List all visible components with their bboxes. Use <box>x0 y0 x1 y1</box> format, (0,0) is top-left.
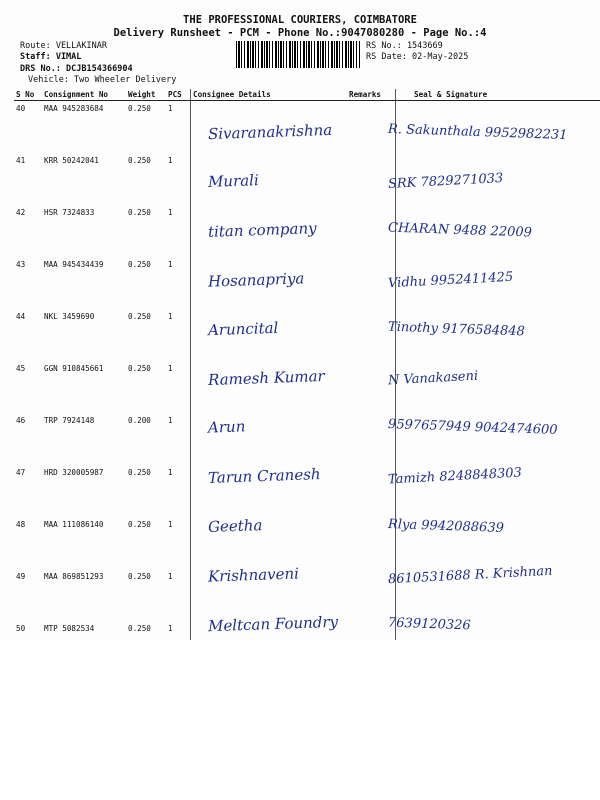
col-header-signature: Seal & Signature <box>396 89 600 101</box>
handwritten-signature: 8610531688 R. Krishnan <box>387 563 553 588</box>
handwritten-consignee: Aruncital <box>207 318 279 340</box>
handwritten-signature: Tinothy 9176584848 <box>387 319 526 340</box>
handwritten-consignee: Hosanapriya <box>207 268 305 291</box>
cell-weight: 0.250 <box>128 468 151 477</box>
drs-number: DRS No.: DCJB154366904 <box>20 64 133 74</box>
staff-label: Staff: VIMAL <box>20 52 82 62</box>
blank-bottom-area <box>0 640 600 800</box>
handwritten-consignee: Murali <box>207 171 260 192</box>
cell-consignment: MAA 945283684 <box>44 104 104 113</box>
handwritten-signature: Tamizh 8248848303 <box>387 465 523 488</box>
handwritten-signature: 7639120326 <box>387 615 471 634</box>
cell-consignment: MAA 111086140 <box>44 520 104 529</box>
route-label: Route: VELLAKINAR <box>20 41 107 51</box>
runsheet-subtitle: Delivery Runsheet - PCM - Phone No.:9047080280 - Page No.:4 <box>113 27 487 39</box>
handwritten-consignee: Arun <box>207 417 246 437</box>
col-header-consignment: Consignment No <box>42 89 126 101</box>
cell-sno: 49 <box>16 572 26 581</box>
cell-sno: 46 <box>16 416 26 425</box>
cell-consignment: TRP 7924148 <box>44 416 95 425</box>
cell-consignment: HSR 7324833 <box>44 208 95 217</box>
cell-consignment: NKL 3459690 <box>44 312 95 321</box>
cell-sno: 43 <box>16 260 26 269</box>
col-header-sno: S No <box>14 89 42 101</box>
cell-weight: 0.250 <box>128 104 151 113</box>
cell-sno: 40 <box>16 104 26 113</box>
cell-weight: 0.250 <box>128 208 151 217</box>
cell-sno: 44 <box>16 312 26 321</box>
table-row <box>14 153 600 205</box>
cell-consignment: GGN 910845661 <box>44 364 104 373</box>
cell-pcs: 1 <box>168 312 173 321</box>
handwritten-signature: SRK 7829271033 <box>387 171 504 193</box>
company-title: THE PROFESSIONAL COURIERS, COIMBATORE <box>183 14 417 26</box>
cell-weight: 0.250 <box>128 156 151 165</box>
col-header-remarks: Remarks <box>347 89 396 101</box>
rs-number: RS No.: 1543669 <box>366 41 443 51</box>
handwritten-consignee: Krishnaveni <box>207 564 300 586</box>
cell-weight: 0.250 <box>128 364 151 373</box>
cell-pcs: 1 <box>168 156 173 165</box>
vehicle-label: Vehicle: Two Wheeler Delivery <box>28 75 177 85</box>
cell-weight: 0.250 <box>128 624 151 633</box>
cell-weight: 0.250 <box>128 572 151 581</box>
cell-pcs: 1 <box>168 104 173 113</box>
cell-remarks <box>347 309 396 361</box>
handwritten-signature: Rlya 9942088639 <box>387 516 505 536</box>
cell-sno: 42 <box>16 208 26 217</box>
cell-pcs: 1 <box>168 416 173 425</box>
handwritten-consignee: Tarun Cranesh <box>207 465 321 488</box>
col-header-weight: Weight <box>126 89 166 101</box>
cell-pcs: 1 <box>168 208 173 217</box>
cell-consignment: MTP 5082534 <box>44 624 95 633</box>
handwritten-signature: N Vanakaseni <box>387 368 479 389</box>
cell-weight: 0.250 <box>128 312 151 321</box>
cell-consignment: KRR 50242041 <box>44 156 99 165</box>
cell-sno: 47 <box>16 468 26 477</box>
table-header-row <box>14 89 600 101</box>
cell-pcs: 1 <box>168 624 173 633</box>
cell-consignment: HRD 320005987 <box>44 468 104 477</box>
cell-pcs: 1 <box>168 364 173 373</box>
col-header-consignee: Consignee Details <box>191 89 348 101</box>
cell-weight: 0.250 <box>128 520 151 529</box>
cell-pcs: 1 <box>168 468 173 477</box>
handwritten-consignee: Meltcan Foundry <box>207 612 339 636</box>
barcode-image <box>236 41 360 68</box>
handwritten-consignee: Geetha <box>207 515 263 536</box>
cell-sno: 48 <box>16 520 26 529</box>
handwritten-signature: R. Sakunthala 9952982231 <box>387 121 568 144</box>
cell-weight: 0.200 <box>128 416 151 425</box>
rs-date: RS Date: 02-May-2025 <box>366 52 469 62</box>
cell-pcs: 1 <box>168 520 173 529</box>
col-header-pcs: PCS <box>166 89 191 101</box>
cell-sno: 45 <box>16 364 26 373</box>
cell-signature <box>396 361 600 413</box>
handwritten-signature: Vidhu 9952411425 <box>387 269 514 291</box>
cell-sno: 50 <box>16 624 26 633</box>
cell-pcs: 1 <box>168 572 173 581</box>
handwritten-signature: CHARAN 9488 22009 <box>387 220 533 241</box>
table-row <box>14 517 600 569</box>
cell-pcs: 1 <box>168 260 173 269</box>
handwritten-signature: 9597657949 9042474600 <box>387 417 558 439</box>
cell-consignment: MAA 945434439 <box>44 260 104 269</box>
handwritten-consignee: Ramesh Kumar <box>207 366 325 390</box>
handwritten-consignee: Sivaranakrishna <box>207 120 333 144</box>
handwritten-consignee: titan company <box>207 219 317 242</box>
cell-consignment: MAA 869851293 <box>44 572 104 581</box>
cell-sno: 41 <box>16 156 26 165</box>
cell-weight: 0.250 <box>128 260 151 269</box>
